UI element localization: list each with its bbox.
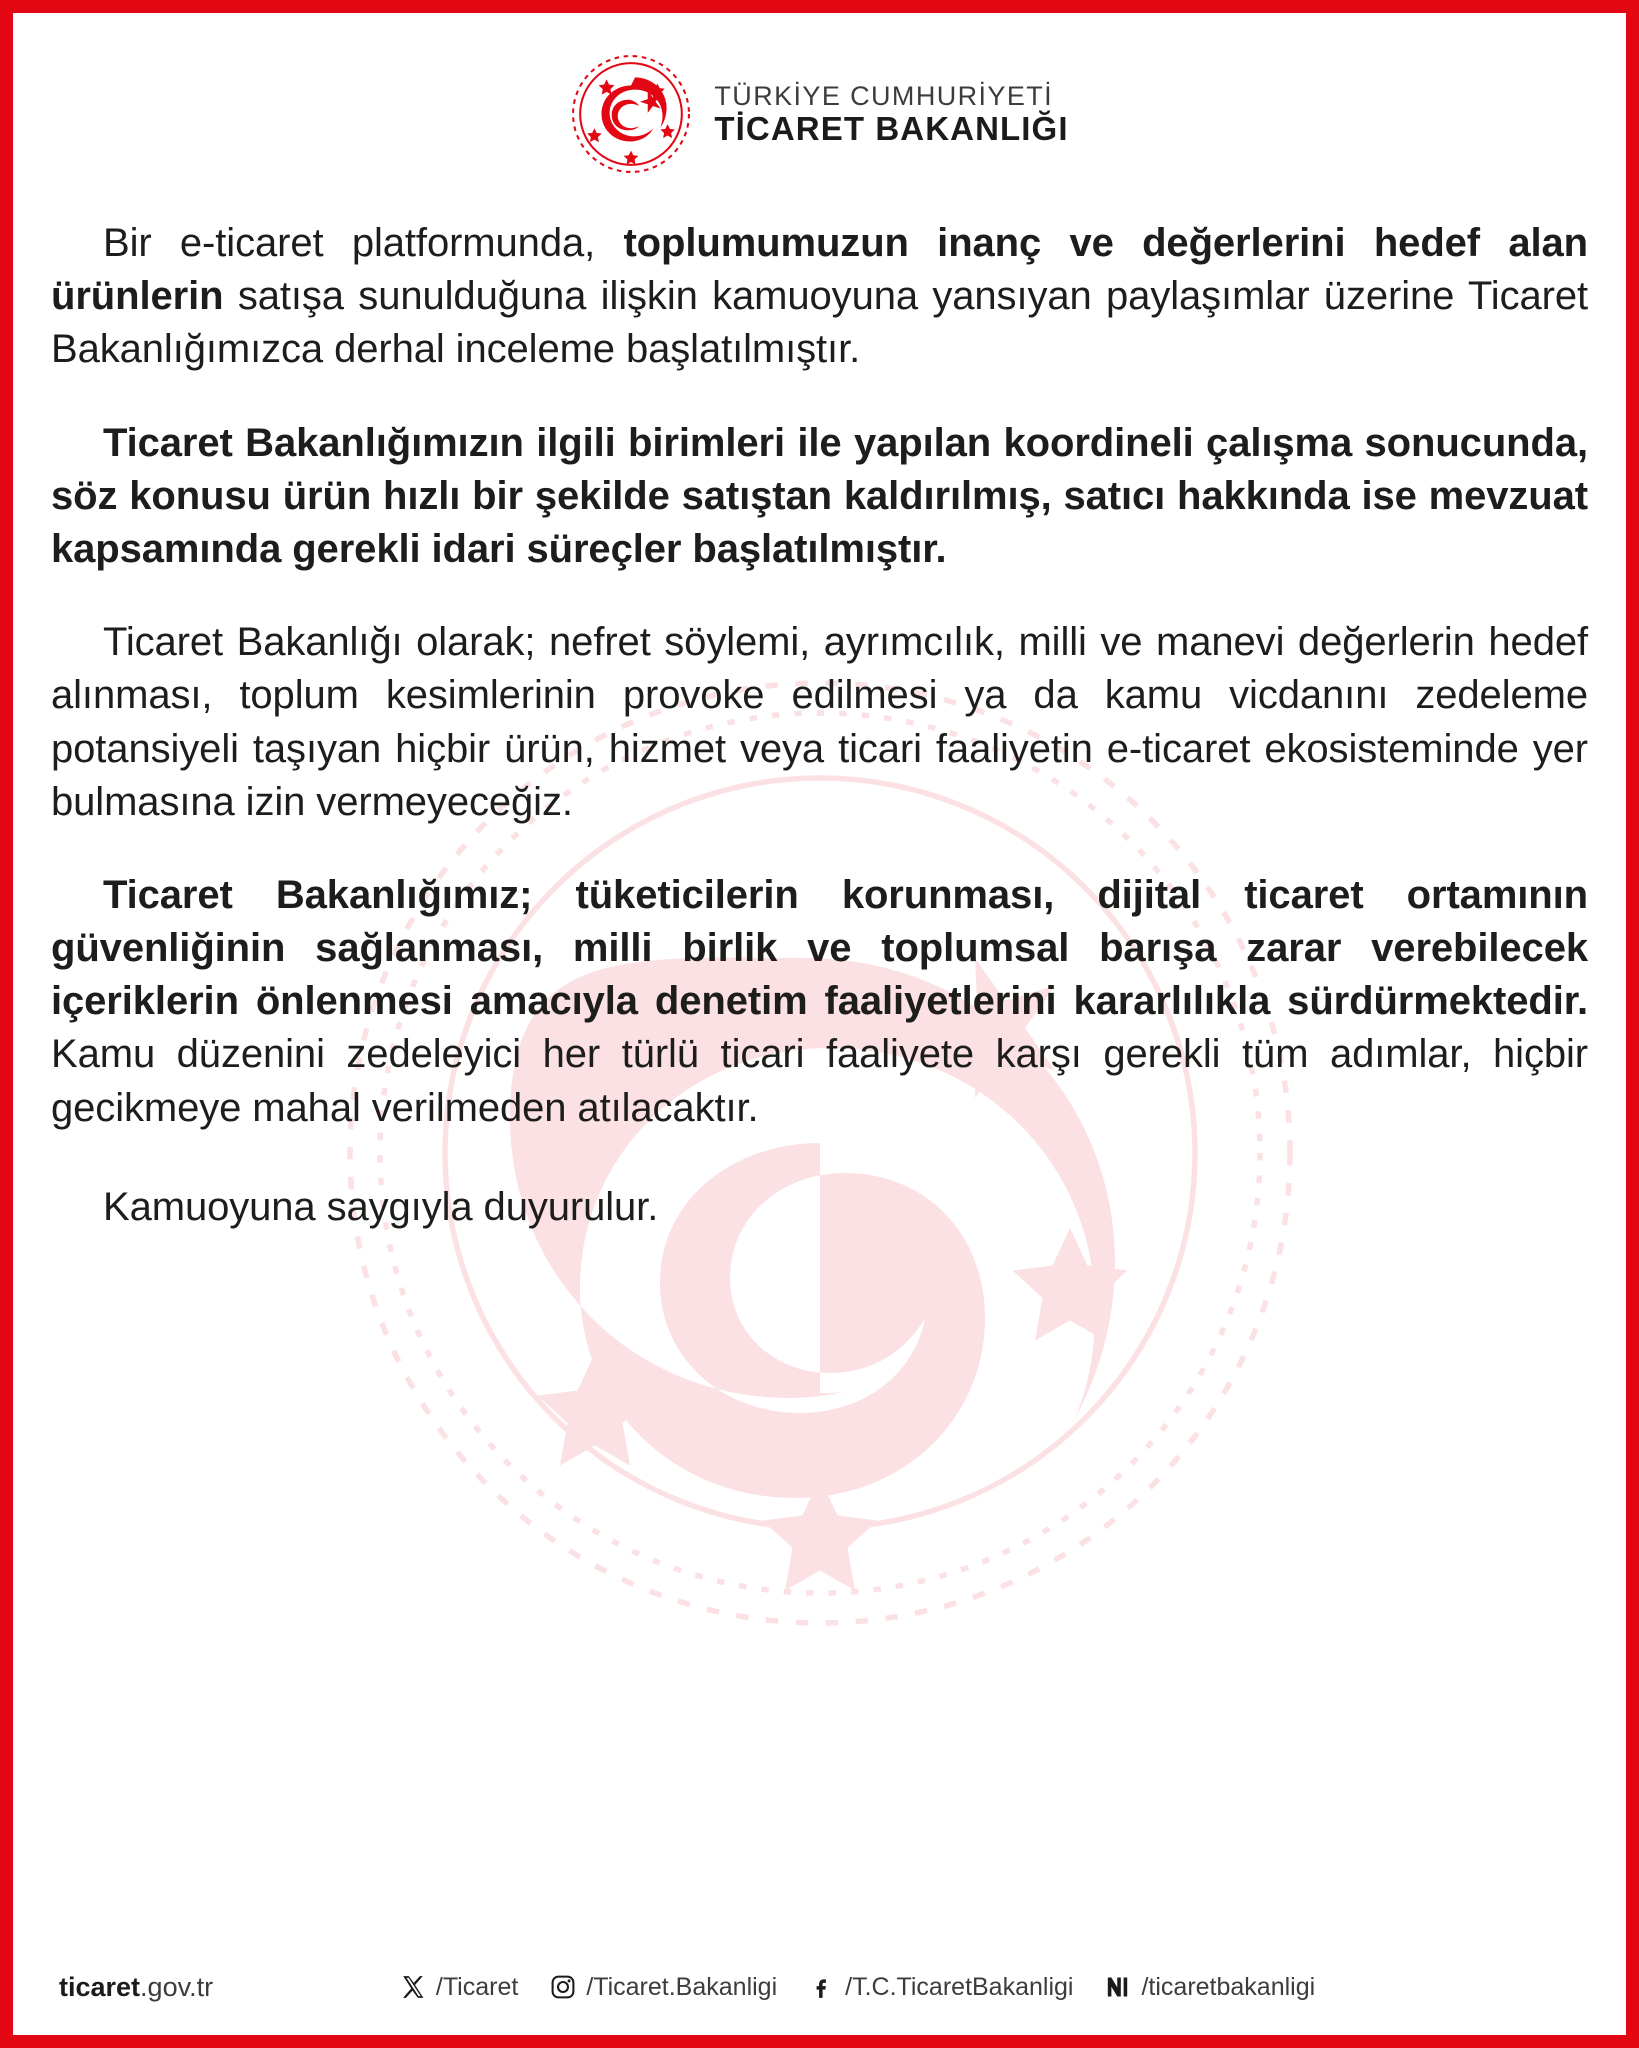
turkish-republic-emblem-icon (570, 53, 692, 175)
paragraph-1-seg-3: satışa sunulduğuna ilişkin kamuoyuna yansıyan paylaşımlar üzerine Ticaret Bakanlığımızca derhal inceleme başlatılmıştır. (51, 274, 1588, 372)
paragraph-2 (51, 417, 1588, 577)
top-accent-bar (0, 0, 1639, 13)
linkedin-icon (1103, 1972, 1133, 2002)
paragraph-5-seg-1: Kamuoyuna saygıyla duyurulur. (103, 1184, 659, 1229)
ministry-wordmark (714, 82, 1068, 147)
footer-website-brand: ticaret (59, 1971, 141, 2002)
social-link-instagram-label: /Ticaret.Bakanligi (586, 1972, 778, 2001)
ministry-header (13, 13, 1626, 203)
paragraph-3 (51, 616, 1588, 829)
social-link-instagram[interactable] (548, 1972, 777, 2002)
paragraph-3-seg-1: Ticaret Bakanlığı olarak; nefret söylemi, ayrımcılık, milli ve manevi değerlerin hedef alınması, toplum kesimlerinin provoke edilmesi ya da kamu vicdanını zedeleme potansiyeli taşıyan hiçbir ürün, hizmet veya ticari faaliyetin e-ticaret ekosisteminde yer bulmasına izin vermeyeceğiz. (51, 620, 1588, 824)
social-link-linkedin[interactable] (1103, 1972, 1315, 2002)
paragraph-4-seg-1: Ticaret Bakanlığımız; tüketicilerin korunması, dijital ticaret ortamının güvenliğinin sağlanması, milli birlik ve toplumsal barışa zarar verebilecek içeriklerin önlenmesi amacıyla denetim faaliyetlerini kararlılıkla sürdürmektedir. (51, 872, 1588, 1024)
paragraph-2-seg-1: Ticaret Bakanlığımızın ilgili birimleri ile yapılan koordineli çalışma sonucunda, söz konusu ürün hızlı bir şekilde satıştan kaldırılmış, satıcı hakkında ise mevzuat kapsamında gerekli idari süreçler başlatılmıştır. (51, 420, 1588, 571)
footer-website[interactable] (59, 1972, 213, 2003)
ministry-name-line: TİCARET BAKANLIĞI (714, 109, 1069, 147)
ministry-country-line: TÜRKİYE CUMHURİYETİ (714, 80, 1054, 111)
paragraph-1 (51, 217, 1588, 377)
social-link-x-label: /Ticaret (435, 1972, 519, 2001)
left-accent-rail (0, 13, 13, 2035)
statement-body (13, 203, 1626, 1939)
paragraph-5 (51, 1181, 1588, 1234)
right-accent-rail (1626, 13, 1639, 2035)
paragraph-1-seg-1: Bir e-ticaret platformunda, (103, 221, 624, 265)
footer-social-links (358, 1972, 1315, 2002)
page-content (0, 13, 1639, 2035)
instagram-icon (548, 1972, 578, 2002)
x-twitter-icon (398, 1972, 428, 2002)
social-link-linkedin-label: /ticaretbakanligi (1141, 1972, 1316, 2001)
paragraph-1-seg-2: toplumumuzun inanç ve değerlerini hedef alan ürünlerin (51, 221, 1588, 319)
paragraph-4-seg-2: Kamu düzenini zedeleyici her türlü ticari faaliyete karşı gerekli tüm adımlar, hiçbir gecikmeye mahal verilmeden atılacaktır. (51, 1032, 1588, 1130)
facebook-icon (807, 1972, 837, 2002)
social-link-facebook[interactable] (807, 1972, 1073, 2002)
footer (13, 1939, 1626, 2035)
social-link-facebook-label: /T.C.TicaretBakanligi (845, 1972, 1074, 2001)
social-link-x[interactable] (398, 1972, 518, 2002)
bottom-accent-bar (0, 2035, 1639, 2048)
paragraph-4 (51, 869, 1588, 1135)
footer-website-domain: .gov.tr (140, 1971, 214, 2002)
